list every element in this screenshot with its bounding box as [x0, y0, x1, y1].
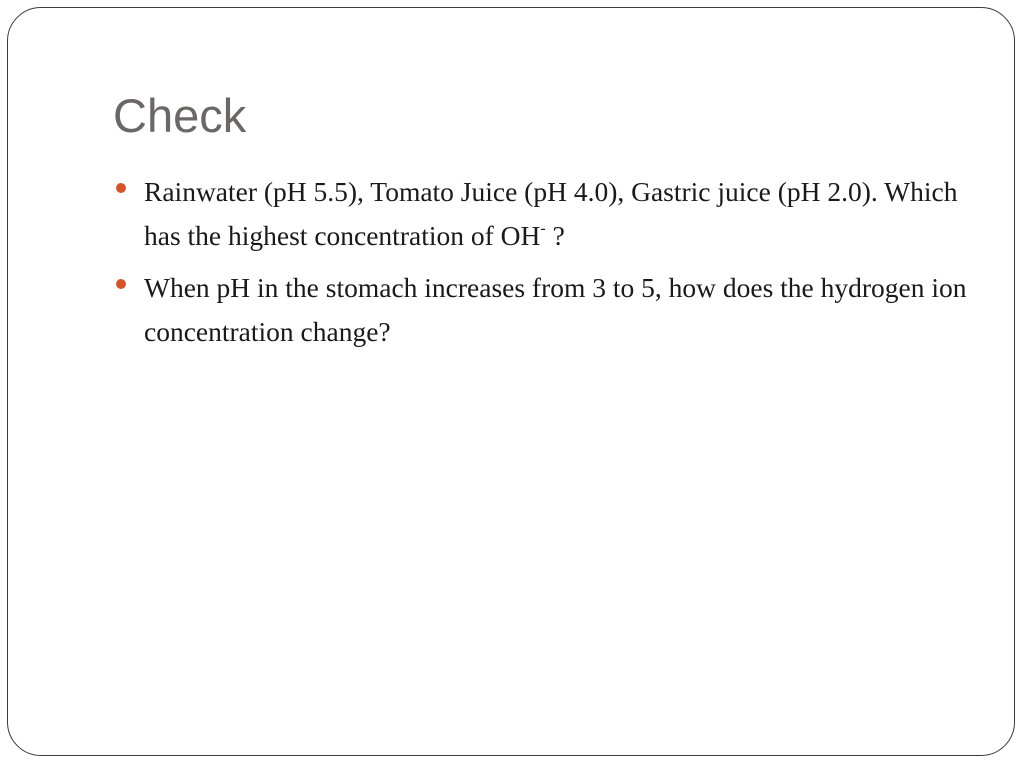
bullet-list: [116, 170, 976, 362]
superscript-minus: -: [540, 219, 546, 237]
bullet-dot-icon: [116, 279, 126, 289]
slide-title: Check: [113, 89, 247, 142]
bullet-text-main: When pH in the stomach increases from 3 to 5, how does the hydrogen ion concentration change?: [144, 272, 967, 347]
bullet-text-main: Rainwater (pH 5.5), Tomato Juice (pH 4.0), Gastric juice (pH 2.0). Which has the highest concentration of OH: [144, 176, 958, 251]
bullet-text-tail: ?: [545, 220, 565, 251]
bullet-text: [144, 272, 967, 347]
bullet-dot-icon: [116, 183, 126, 193]
bullet-item-stomach-ph: [116, 266, 976, 354]
bullet-text: [144, 176, 957, 251]
bullet-item-ph-comparison: [116, 170, 976, 258]
